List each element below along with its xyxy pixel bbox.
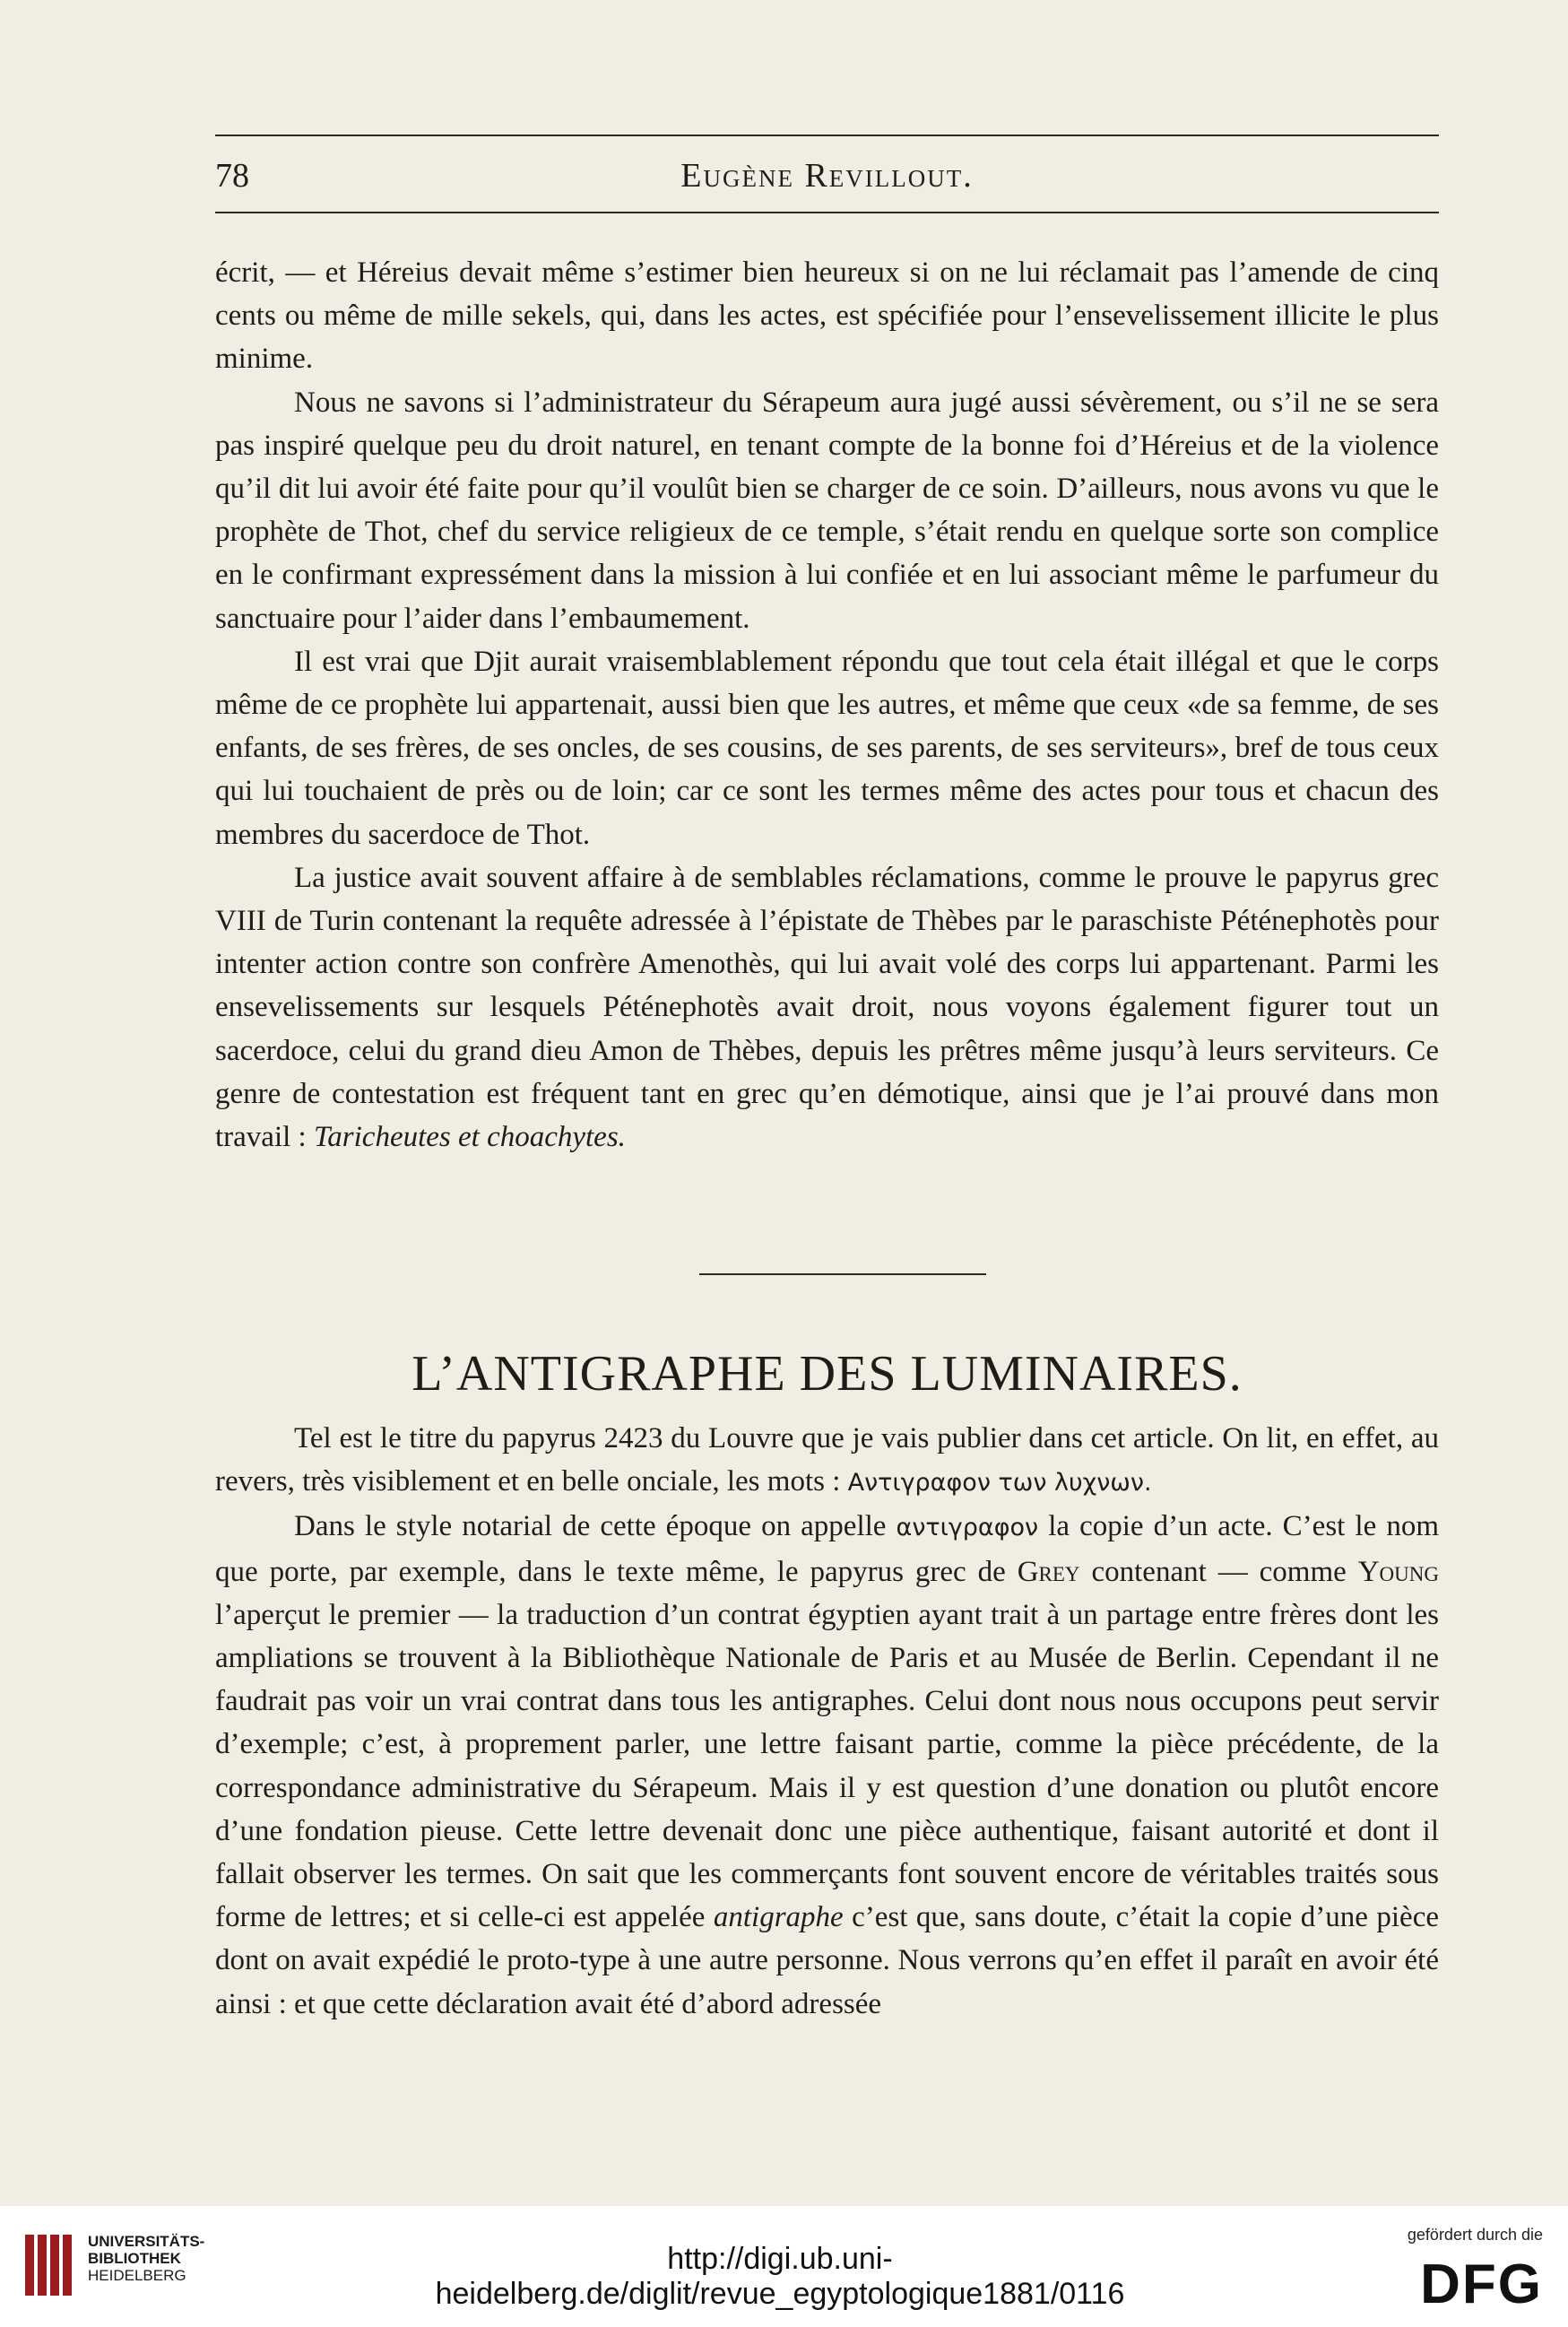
paragraph-text: contenant — comme: [1079, 1555, 1358, 1588]
italic-reference: Taricheutes et choachytes.: [313, 1121, 626, 1154]
section-title: L’ANTIGRAPHE DES LUMINAIRES.: [411, 1346, 1243, 1402]
body-text-lower: [215, 1417, 1439, 2026]
greek-text: Αντιγραφον των λυχνων.: [847, 1469, 1152, 1498]
author-name: Young: [1357, 1555, 1439, 1588]
running-header: [215, 135, 1439, 215]
paragraph-text: c’est que, sans doute, c’était la copie d’une pièce dont on avait expédié le proto-type à une autre personne. Nous verrons qu’en effet il paraît en avoir été ainsi : et que cette déclaration avait été d’abord adressée: [215, 1901, 1439, 2020]
body-text-upper: [215, 251, 1439, 1159]
paragraph: écrit, — et Héreius devait même s’estimer bien heureux si on ne lui réclamait pas l’amende de cinq cents ou même de mille sekels, qui, dans les actes, est spécifiée pour l’ensevelissement illicite le plus minime.: [215, 256, 1439, 376]
paragraph: Nous ne savons si l’administrateur du Sérapeum aura jugé aussi sévèrement, ou s’il ne se sera pas inspiré quelque peu du droit naturel, en tenant compte de la bonne foi d’Héreius et de la violence qu’il dit lui avoir été faite pour qu’il voulût bien se charger de ce soin. D’ailleurs, nous avons vu que le prophète de Thot, chef du service religieux de ce temple, s’était rendu en quelque sorte son complice en le confirmant expressément dans la mission à lui confiée et en lui associant même le parfumeur du sanctuaire pour l’aider dans l’embaumement.: [215, 386, 1439, 635]
paragraph-text: La justice avait souvent affaire à de semblables réclamations, comme le prouve le papyrus grec VIII de Turin contenant la requête adressée à l’épistate de Thèbes par le paraschiste Péténephotès pour intenter action contre son confrère Amenothès, qui lui avait volé des corps lui appartenant. Parmi les ensevelissements sur lesquels Péténephotès avait droit, nous voyons également figurer tout un sacerdoce, celui du grand dieu Amon de Thèbes, depuis les prêtres même jusqu’à leurs serviteurs. Ce genre de contestation est fréquent tant en grec qu’en démotique, ainsi que je l’ai prouvé dans mon travail :: [215, 861, 1439, 1154]
page-number: 78: [215, 157, 249, 195]
library-name-line: BIBLIOTHEK: [88, 2250, 181, 2267]
library-name-line: HEIDELBERG: [88, 2267, 186, 2284]
paragraph: Il est vrai que Djit aurait vraisemblablement répondu que tout cela était illégal et que le corps même de ce prophète lui appartenait, aussi bien que les autres, et même que ceux «de sa femme, de ses enfants, de ses frères, de ses oncles, de ses cousins, de ses parents, de ses serviteurs», bref de tous ceux qui lui touchaient de près ou de loin; car ce sont les termes même des actes pour tous et chacun des membres du sacerdoce de Thot.: [215, 645, 1439, 851]
permalink-url[interactable]: http://digi.ub.uni-heidelberg.de/diglit/revue_egyptologique1881/0116: [435, 2242, 1125, 2311]
viewer-footer: [0, 2206, 1568, 2327]
paragraph: [215, 856, 1439, 1159]
paragraph-text: l’aperçut le premier — la traduction d’un contrat égyptien ayant trait à un partage entre frères dont les ampliations se trouvent à la Bibliothèque Nationale de Paris et au Musée de Berlin. Cependant il ne faudrait pas voir un vrai contrat dans tous les antigraphes. Celui dont nous nous occupons peut servir d’exemple; c’est, à proprement parler, une lettre faisant partie, comme la pièce précédente, de la correspondance administrative du Sérapeum. Mais il y est question d’une donation ou plutôt encore d’une fondation pieuse. Cette lettre devenait donc une pièce authentique, faisant autorité et dont il fallait observer les termes. On sait que les commerçants font souvent encore de véritables traités sous forme de lettres; et si celle-ci est appelée: [215, 1598, 1439, 1934]
running-title: Eugène Revillout.: [680, 157, 974, 195]
paragraph: [215, 1505, 1439, 2025]
paragraph-text: Dans le style notarial de cette époque on appelle: [294, 1510, 897, 1543]
sponsor-note: gefördert durch die: [1407, 2226, 1543, 2244]
paragraph: [215, 1417, 1439, 1505]
paragraph-text: la copie d’un acte. C’est le nom que porte, par exemple, dans le texte même, le papyrus grec de: [215, 1510, 1439, 1588]
author-name: Grey: [1017, 1555, 1080, 1588]
header-rule-top: [215, 135, 1439, 136]
italic-word: antigraphe: [713, 1901, 844, 1934]
header-rule-bottom: [215, 212, 1439, 213]
library-name-line: UNIVERSITÄTS-: [88, 2233, 205, 2250]
greek-word: αντιγραφον: [896, 1514, 1039, 1542]
paragraph-text: Tel est le titre du papyrus 2423 du Louvre que je vais publier dans cet article. On lit, en effet, au revers, très visiblement et en belle onciale, les mots :: [215, 1422, 1439, 1498]
university-library-logo-icon: [22, 2231, 75, 2299]
library-name[interactable]: [88, 2233, 204, 2284]
section-divider: [699, 1273, 986, 1275]
dfg-logo[interactable]: DFG: [1420, 2253, 1543, 2315]
